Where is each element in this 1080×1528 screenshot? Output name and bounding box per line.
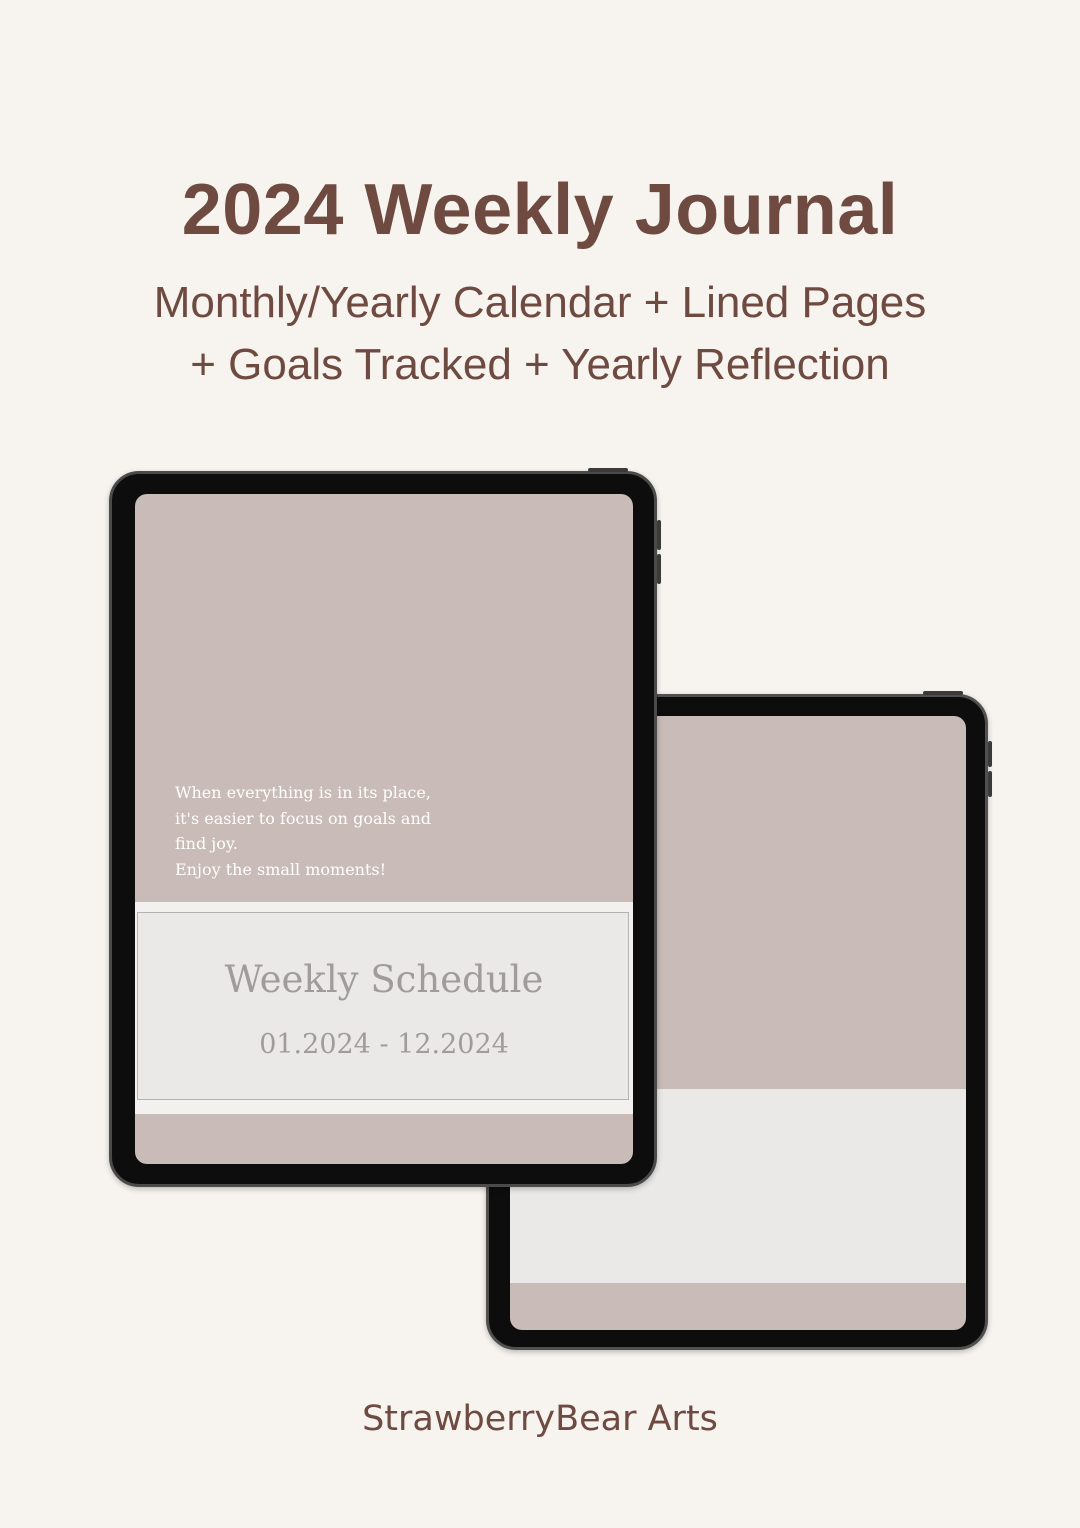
- tablet-front-screen: [135, 494, 633, 1164]
- tablet-volume-button: [988, 771, 992, 797]
- subtitle-line: + Goals Tracked + Yearly Reflection: [190, 340, 890, 389]
- cover-quote: [175, 780, 475, 882]
- quote-line: find joy.: [175, 834, 238, 853]
- cover-title-box: [137, 912, 629, 1100]
- quote-line: When everything is in its place,: [175, 783, 431, 802]
- cover-schedule-title: Weekly Schedule: [224, 958, 544, 1001]
- cover-schedule-dates: 01.2024 - 12.2024: [259, 1029, 509, 1060]
- tablet-volume-button: [657, 554, 661, 584]
- quote-line: Enjoy the small moments!: [175, 859, 387, 879]
- brand-name: StrawberryBear Arts: [362, 1399, 718, 1439]
- tablet-volume-button: [657, 520, 661, 550]
- tablet-volume-button: [988, 741, 992, 767]
- quote-line: it's easier to focus on goals and: [175, 808, 431, 828]
- tablet-top-button: [588, 468, 628, 472]
- page-subtitle: [0, 272, 1080, 396]
- tablet-front: [109, 471, 657, 1187]
- subtitle-line: Monthly/Yearly Calendar + Lined Pages: [153, 278, 927, 327]
- tablet-top-button: [923, 691, 963, 695]
- page-title: 2024 Weekly Journal: [181, 170, 899, 250]
